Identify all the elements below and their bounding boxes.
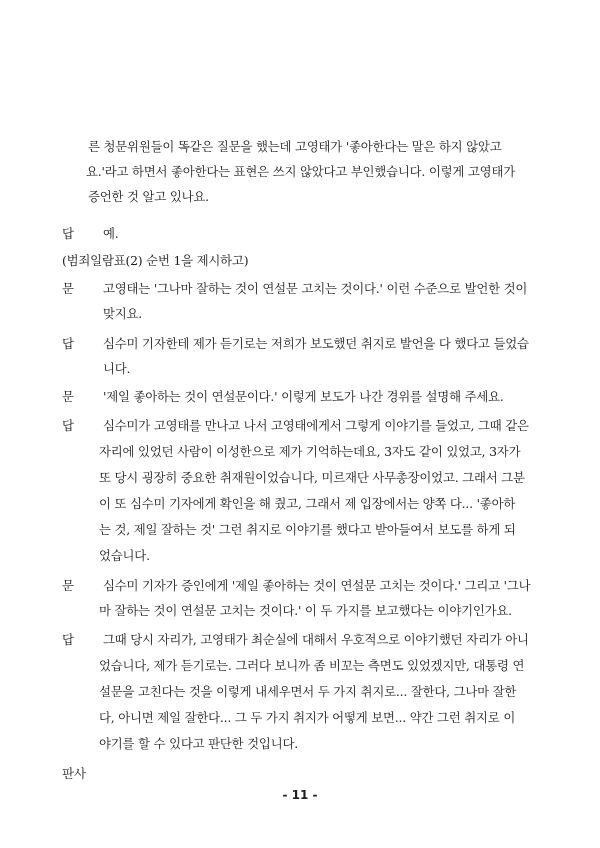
speaker-label: 답 [62, 226, 74, 241]
text-line: '제일 좋아하는 것이 연설문이다.' 이렇게 보도가 나간 경위를 설명해 주세요. [103, 389, 504, 404]
text-line: 고영태는 '그나마 잘하는 것이 연설문 고치는 것이다.' 이런 수준으로 발언한 것이 [103, 281, 528, 296]
text-line: 그때 당시 자리가, 고영태가 최순실에 대해서 우호적으로 이야기했던 자리가 아니 [103, 632, 529, 647]
text-line: 설문을 고친다는 것을 이렇게 내세우면서 두 가지 취지로... 잘한다, 그나마 잘한 [99, 684, 517, 699]
text-line: 었습니다. [99, 548, 150, 563]
text-line: 니다. [103, 361, 131, 376]
text-line: 야기를 할 수 있다고 판단한 것입니다. [99, 736, 298, 751]
text-line: 었습니다, 제가 듣기로는. 그러다 보니까 좀 비꼬는 측면도 있었겠지만, 대통령 연 [99, 658, 525, 673]
speaker-label: 문 [62, 389, 74, 404]
speaker-label: 답 [62, 336, 74, 351]
text-line: 다, 아니면 제일 잘한다... 그 두 가지 취지가 어떻게 보면... 약간 그런 취지로 이 [99, 710, 516, 725]
text-line: 맞지요. [103, 306, 143, 321]
text-line: 른 청문위원들이 똑같은 질문을 했는데 고영태가 '좋아한다는 말은 하지 않았고 [88, 139, 502, 154]
speaker-label: 답 [62, 632, 74, 647]
text-line: 는 것, 제일 잘하는 것' 그런 취지로 이야기를 했다고 받아들여서 보도를 하게 되 [99, 522, 516, 537]
text-line: 심수미가 고영태를 만나고 나서 고영태에게서 그렇게 이야기를 들었고, 그때 같은 [103, 418, 529, 433]
text-line: 심수미 기자가 증인에게 '제일 좋아하는 것이 연설문 고치는 것이다.' 그리고 '그나 [103, 578, 531, 593]
text-line: 예. [103, 226, 119, 241]
text-line: (범죄일람표(2) 순번 1을 제시하고) [62, 253, 249, 268]
text-line: 자리에 있었던 사람이 이성한으로 제가 기억하는데요, 3자도 같이 있었고, 3자가 [99, 444, 521, 459]
text-line: 증언한 것 알고 있나요. [88, 189, 209, 204]
text-line: 요.'라고 하면서 좋아한다는 표현은 쓰지 않았다고 부인했습니다. 이렇게 고영태가 [86, 164, 515, 179]
page-number: - 11 - [282, 788, 318, 802]
text-line: 심수미 기자한테 제가 듣기로는 저희가 보도했던 취지로 발언을 다 했다고 들었습 [103, 336, 529, 351]
speaker-label: 문 [62, 578, 74, 593]
text-line: 이 또 심수미 기자에게 확인을 해 줬고, 그래서 제 입장에서는 양쪽 다... '좋아하 [99, 496, 516, 511]
speaker-label: 문 [62, 281, 74, 296]
speaker-label: 판사 [62, 766, 86, 781]
text-line: 또 당시 굉장히 중요한 취재원이었습니다, 미르재단 사무총장이었고. 그래서 그분 [99, 470, 525, 485]
text-line: 마 잘하는 것이 연설문 고치는 것이다.' 이 두 가지를 보고했다는 이야기인가요. [99, 603, 512, 618]
speaker-label: 답 [62, 418, 74, 433]
